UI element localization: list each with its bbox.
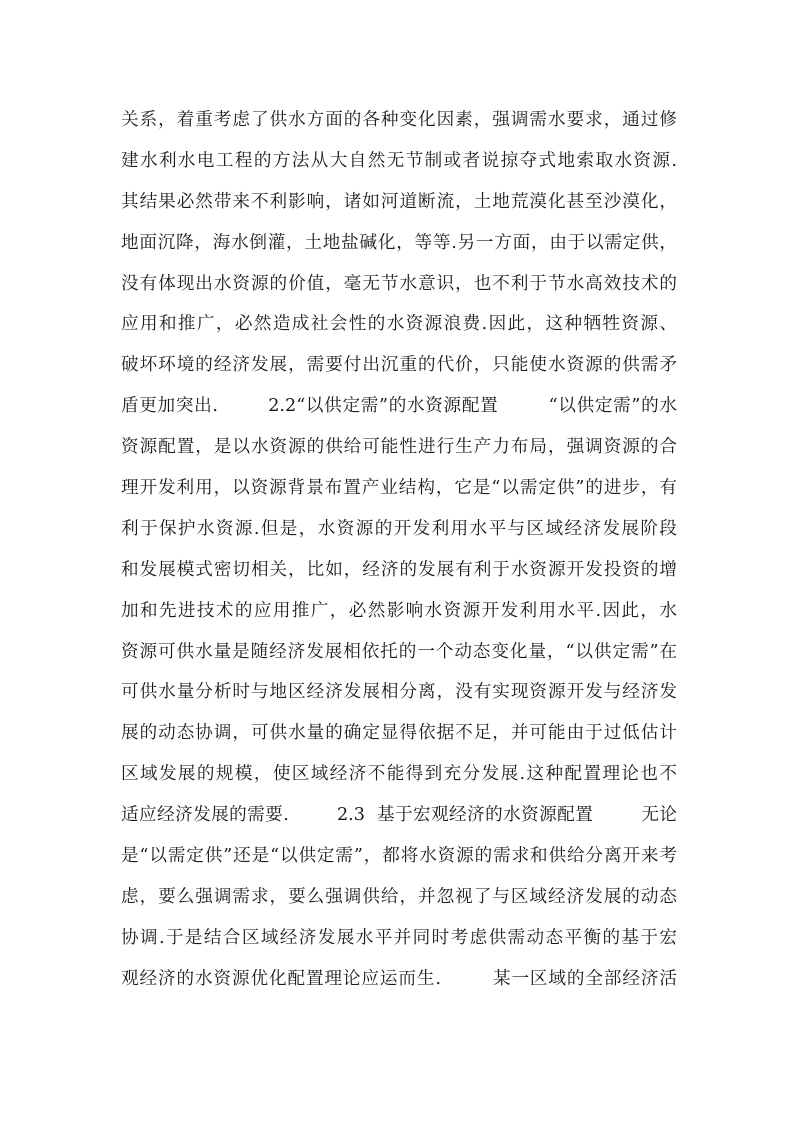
text-line: 是“以需定供”还是“以供定需”，都将水资源的需求和供给分离开来考 (121, 846, 677, 867)
text-line: 理开发利用，以资源背景布置产业结构，它是“以需定供”的进步，有 (121, 478, 677, 499)
text-line: 适应经济发展的需要. 2.3 基于宏观经济的水资源配置 无论 (121, 805, 677, 826)
text-line: 展的动态协调，可供水量的确定显得依据不足，并可能由于过低估计 (121, 723, 677, 744)
body-text (121, 100, 677, 1000)
text-line: 观经济的水资源优化配置理论应运而生. 某一区域的全部经济活 (121, 968, 677, 989)
text-line: 盾更加突出. 2.2“以供定需”的水资源配置 “以供定需”的水 (121, 396, 677, 417)
text-line: 利于保护水资源.但是，水资源的开发利用水平与区域经济发展阶段 (121, 518, 677, 539)
text-line: 其结果必然带来不利影响，诸如河道断流，土地荒漠化甚至沙漠化， (121, 191, 677, 212)
text-line: 关系，着重考虑了供水方面的各种变化因素，强调需水要求，通过修 (121, 110, 677, 130)
text-line: 建水利水电工程的方法从大自然无节制或者说掠夺式地索取水资源. (121, 150, 677, 171)
text-line: 资源可供水量是随经济发展相依托的一个动态变化量，“以供定需”在 (121, 641, 677, 662)
text-line: 资源配置，是以水资源的供给可能性进行生产力布局，强调资源的合 (121, 437, 677, 458)
text-line: 地面沉降，海水倒灌，土地盐碱化，等等.另一方面，由于以需定供， (121, 232, 677, 253)
text-line: 虑，要么强调需求，要么强调供给，并忽视了与区域经济发展的动态 (121, 886, 677, 907)
text-line: 破坏环境的经济发展，需要付出沉重的代价，只能使水资源的供需矛 (121, 355, 677, 376)
text-line: 应用和推广，必然造成社会性的水资源浪费.因此，这种牺牲资源、 (121, 314, 677, 335)
text-line: 和发展模式密切相关，比如，经济的发展有利于水资源开发投资的增 (121, 559, 677, 580)
text-line: 可供水量分析时与地区经济发展相分离，没有实现资源开发与经济发 (121, 682, 677, 703)
text-line: 协调.于是结合区域经济发展水平并同时考虑供需动态平衡的基于宏 (121, 927, 677, 948)
text-line: 区域发展的规模，使区域经济不能得到充分发展.这种配置理论也不 (121, 764, 677, 785)
text-line: 加和先进技术的应用推广，必然影响水资源开发利用水平.因此，水 (121, 600, 677, 621)
text-line: 没有体现出水资源的价值，毫无节水意识，也不利于节水高效技术的 (121, 273, 677, 294)
